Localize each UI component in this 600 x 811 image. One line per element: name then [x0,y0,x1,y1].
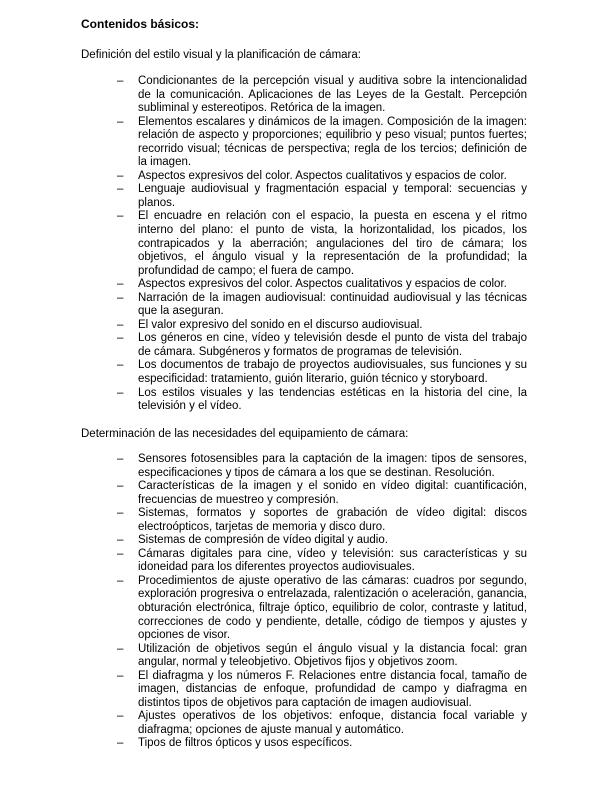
bullet-dash: – [117,574,124,587]
list-item-text: Narración de la imagen audiovisual: continuidad audiovisual y las técnicas que la aseguran. [138,291,527,318]
bullet-dash: – [117,75,124,87]
list-item-text: Sistemas, formatos y soportes de grabación de vídeo digital: discos electroópticos, tarjetas de memoria y disco duro. [138,507,527,533]
list-item-text: El valor expresivo del sonido en el discurso audiovisual. [138,318,423,331]
list-item [117,575,527,643]
bullet-dash: – [117,359,124,372]
list-item [117,387,527,414]
bullet-dash: – [117,318,124,331]
bullet-list-camera-equipment [117,453,527,751]
list-item [117,548,527,575]
list-item-text: Los documentos de trabajo de proyectos audiovisuales, sus funciones y su especificidad: tratamiento, guión literario, guión técnico y storyboard. [138,359,527,386]
bullet-dash: – [117,332,124,345]
list-item [117,710,527,737]
list-item [117,453,527,480]
bullet-dash: – [117,737,124,750]
list-item [117,116,527,170]
bullet-dash: – [117,710,124,723]
list-item [117,507,527,534]
bullet-dash: – [117,183,124,196]
list-item [117,332,527,359]
bullet-dash: – [117,547,124,560]
bullet-dash: – [117,210,124,223]
list-item [117,75,527,116]
bullet-dash: – [117,669,124,682]
list-item-text: Procedimientos de ajuste operativo de las cámaras: cuadros por segundo, exploración progresiva o entrelazada, ralentización o aceleración, ganancia, obturación electrónica, filtraje óptico, equilibrio de color, contraste y latitud, correcciones de codo y pendiente, detalle, código de tiempos y ajustes y opciones de visor. [138,574,527,642]
list-item [117,170,527,184]
list-item-text: Tipos de filtros ópticos y usos específicos. [138,737,353,750]
list-item-text: Sensores fotosensibles para la captación de la imagen: tipos de sensores, especificaciones y tipos de cámara a los que se destinan. Resolución. [138,453,527,479]
bullet-dash: – [117,642,124,655]
bullet-dash: – [117,507,124,520]
list-item-text: Los estilos visuales y las tendencias estéticas en la historia del cine, la televisión y el vídeo. [138,386,527,413]
bullet-dash: – [117,115,124,128]
list-item-text: Cámaras digitales para cine, vídeo y televisión: sus características y su idoneidad para los diferentes proyectos audiovisuales. [138,547,527,574]
list-item-text: Lenguaje audiovisual y fragmentación espacial y temporal: secuencias y planos. [138,183,527,209]
bullet-dash: – [117,386,124,399]
list-item-text: El encuadre en relación con el espacio, la puesta en escena y el ritmo interno del plano: el punto de vista, la horizontalidad, los picados, los contrapicados y la aberración; angulaciones del tiro de cámara; los objetivos, el ángulo visual y la representación de la profundidad; la profundidad de campo; el fuera de campo. [138,210,527,277]
list-item [117,183,527,210]
list-item-text: Condicionantes de la percepción visual y auditiva sobre la intencionalidad de la comunicación. Aplicaciones de las Leyes de la Gestalt. Percepción subliminal y estereotipos. Retórica de la imagen. [138,75,527,115]
list-item [117,534,527,548]
bullet-dash: – [117,278,124,291]
bullet-dash: – [117,291,124,304]
list-item [117,319,527,333]
section-intro-camera-equipment: Determinación de las necesidades del equipamiento de cámara: [81,428,409,440]
list-item-text: El diafragma y los números F. Relaciones entre distancia focal, tamaño de imagen, distancias de enfoque, profundidad de campo y diafragma en distintos tipos de objetivos para captación de imagen audiovisual. [138,669,527,709]
bullet-list-camera-planning [117,75,527,414]
bullet-dash: – [117,169,124,182]
list-item [117,643,527,670]
list-item-text: Características de la imagen y el sonido en vídeo digital: cuantificación, frecuencias de muestreo y compresión. [138,480,527,506]
list-item-text: Sistemas de compresión de vídeo digital y audio. [138,534,388,547]
list-item [117,480,527,507]
bullet-dash: – [117,534,124,547]
list-item-text: Ajustes operativos de los objetivos: enfoque, distancia focal variable y diafragma; opciones de ajuste manual y automático. [138,710,527,736]
page-heading: Contenidos básicos: [81,17,200,31]
list-item [117,359,527,386]
list-item-text: Los géneros en cine, vídeo y televisión desde el punto de vista del trabajo de cámara. Subgéneros y formatos de programas de televisión. [138,332,527,358]
bullet-dash: – [117,453,124,465]
list-item [117,278,527,292]
list-item-text: Elementos escalares y dinámicos de la imagen. Composición de la imagen: relación de aspecto y proporciones; equilibrio y peso visual; puntos fuertes; recorrido visual; técnicas de perspectiva; regla de los tercios; definición de la imagen. [138,115,527,169]
bullet-dash: – [117,480,124,493]
list-item-text: Aspectos expresivos del color. Aspectos cualitativos y espacios de color. [138,169,507,182]
list-item-text: Utilización de objetivos según el ángulo visual y la distancia focal: gran angular, normal y teleobjetivo. Objetivos fijos y objetivos zoom. [138,642,527,669]
section-intro-camera-planning: Definición del estilo visual y la planificación de cámara: [81,49,361,61]
list-item [117,292,527,319]
list-item [117,737,527,751]
list-item-text: Aspectos expresivos del color. Aspectos cualitativos y espacios de color. [138,278,507,291]
list-item [117,210,527,278]
list-item [117,670,527,711]
